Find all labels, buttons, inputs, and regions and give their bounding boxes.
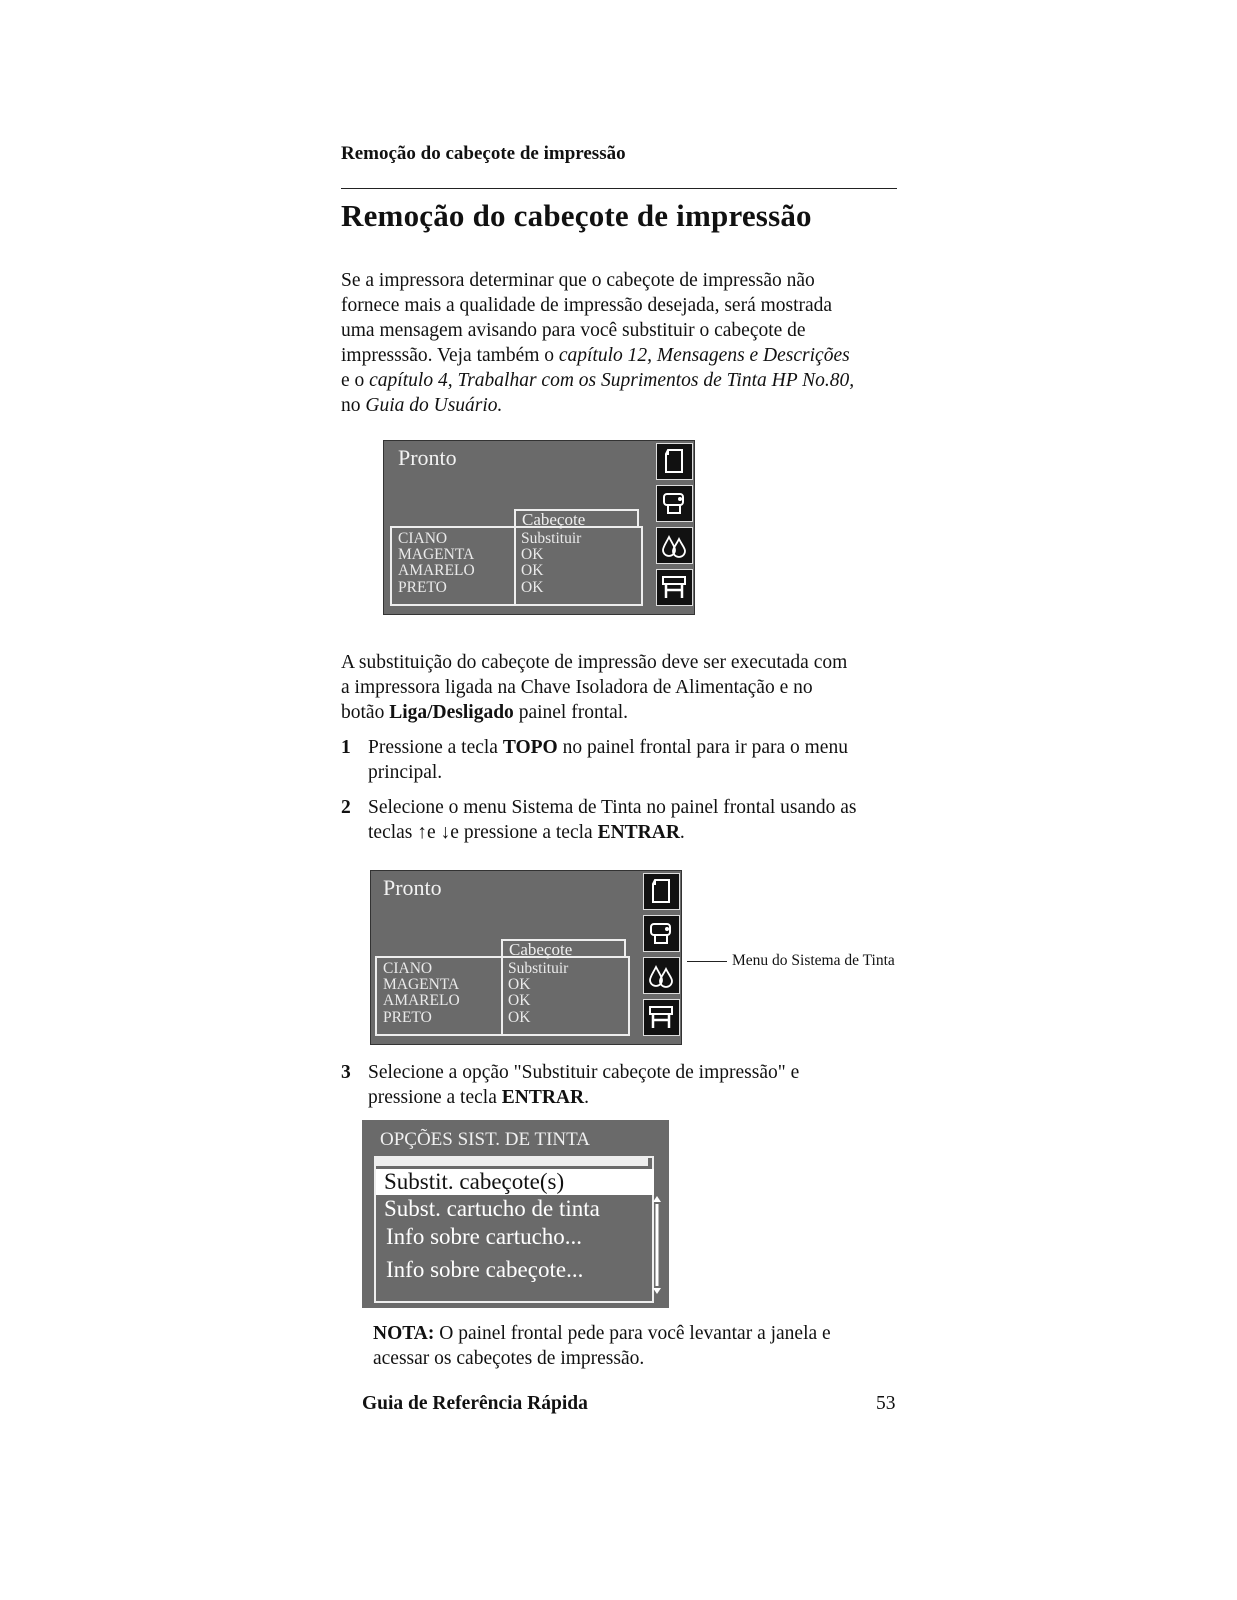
- sheet-icon: [656, 443, 693, 480]
- status-title: Pronto: [398, 445, 457, 470]
- paragraph-line: a impressora ligada na Chave Isoladora de Alimentação e no: [341, 677, 813, 698]
- color-label: CIANO: [398, 530, 448, 547]
- step-2: [341, 795, 901, 845]
- status-value: OK: [521, 562, 544, 579]
- column-header: Cabeçote: [514, 509, 639, 527]
- printer-icon: [656, 569, 693, 606]
- step-text: Selecione a opção "Substituir cabeçote de impressão" e pressione a tecla ENTRAR.: [368, 1062, 800, 1108]
- intro-line: no Guia do Usuário.: [341, 395, 503, 416]
- running-head: Remoção do cabeçote de impressão: [341, 143, 626, 164]
- chapter-4-ref: capítulo 4, Trabalhar com os Suprimentos de Tinta HP No.80,: [369, 370, 855, 391]
- status-value: OK: [508, 992, 531, 1009]
- paragraph-line: botão Liga/Desligado painel frontal.: [341, 702, 629, 723]
- step-1: [341, 735, 901, 785]
- menu-title: OPÇÕES SIST. DE TINTA: [380, 1129, 590, 1150]
- menu-item-replace-cartridge[interactable]: Subst. cartucho de tinta: [384, 1196, 600, 1221]
- color-label: AMARELO: [383, 992, 460, 1009]
- color-label: MAGENTA: [398, 546, 475, 563]
- front-panel-display: [383, 440, 695, 615]
- color-label: AMARELO: [398, 562, 475, 579]
- status-value: Substituir: [508, 960, 569, 977]
- printer-icon: [643, 999, 680, 1036]
- color-label: CIANO: [383, 960, 433, 977]
- power-paragraph: [341, 650, 901, 725]
- menu-scrollbar[interactable]: [653, 1196, 661, 1294]
- step-text: Pressione a tecla TOPO no painel frontal para ir para o menu principal.: [368, 737, 848, 783]
- footer-title: Guia de Referência Rápida: [362, 1393, 588, 1414]
- header-rule: [341, 188, 897, 189]
- power-button-name: Liga/Desligado: [389, 702, 514, 723]
- roll-icon: [656, 485, 693, 522]
- table-divider: [501, 958, 503, 1034]
- chapter-12-ref: capítulo 12, Mensagens e Descrições: [558, 345, 850, 366]
- ink-drops-icon: [643, 957, 680, 994]
- callout-label: Menu do Sistema de Tinta: [732, 952, 895, 969]
- step-text: Selecione o menu Sistema de Tinta no painel frontal usando as teclas ↑e ↓e pressione a tecla ENTRAR.: [368, 797, 857, 843]
- up-arrow-icon: ↑: [417, 822, 428, 843]
- table-divider: [514, 528, 516, 604]
- status-title: Pronto: [383, 875, 442, 900]
- color-label: PRETO: [398, 579, 447, 596]
- roll-icon: [643, 915, 680, 952]
- intro-line: impresssão. Veja também o capítulo 12, Mensagens e Descrições: [341, 345, 850, 366]
- status-value: OK: [521, 546, 544, 563]
- status-value: Substituir: [521, 530, 582, 547]
- menu-top-bar: [376, 1158, 648, 1166]
- intro-paragraph: [341, 268, 901, 418]
- callout-line: [687, 961, 727, 962]
- intro-line: Se a impressora determinar que o cabeçote de impressão não: [341, 270, 815, 291]
- page-title: Remoção do cabeçote de impressão: [341, 198, 812, 233]
- step-number: 3: [341, 1062, 351, 1083]
- status-value: OK: [521, 579, 544, 596]
- intro-line: fornece mais a qualidade de impressão desejada, será mostrada: [341, 295, 833, 316]
- menu-item-replace-printhead[interactable]: Substit. cabeçote(s): [384, 1169, 565, 1194]
- sheet-icon: [643, 873, 680, 910]
- menu-item-cartridge-info[interactable]: Info sobre cartucho...: [386, 1224, 583, 1249]
- step-3: [341, 1060, 901, 1110]
- column-header: Cabeçote: [501, 939, 626, 957]
- color-label: MAGENTA: [383, 976, 460, 993]
- color-label: PRETO: [383, 1009, 432, 1026]
- status-value: OK: [508, 1009, 531, 1026]
- user-guide-ref: Guia do Usuário.: [365, 395, 503, 416]
- front-panel-display-ink-menu: [370, 870, 682, 1045]
- menu-item-printhead-info[interactable]: Info sobre cabeçote...: [386, 1257, 584, 1282]
- ink-drops-icon: [656, 527, 693, 564]
- paragraph-line: A substituição do cabeçote de impressão deve ser executada com: [341, 652, 848, 673]
- note-label: NOTA:: [373, 1323, 435, 1344]
- step-number: 2: [341, 797, 351, 818]
- note-paragraph: NOTA: O painel frontal pede para você levantar a janela e acessar os cabeçotes de impressão.: [373, 1323, 831, 1369]
- step-number: 1: [341, 737, 351, 758]
- intro-line: e o capítulo 4, Trabalhar com os Suprimentos de Tinta HP No.80,: [341, 370, 855, 391]
- down-arrow-icon: ↓: [440, 822, 451, 843]
- ink-system-options-menu: [362, 1120, 669, 1308]
- status-value: OK: [508, 976, 531, 993]
- intro-line: uma mensagem avisando para você substituir o cabeçote de: [341, 320, 806, 341]
- page-number: 53: [876, 1393, 896, 1414]
